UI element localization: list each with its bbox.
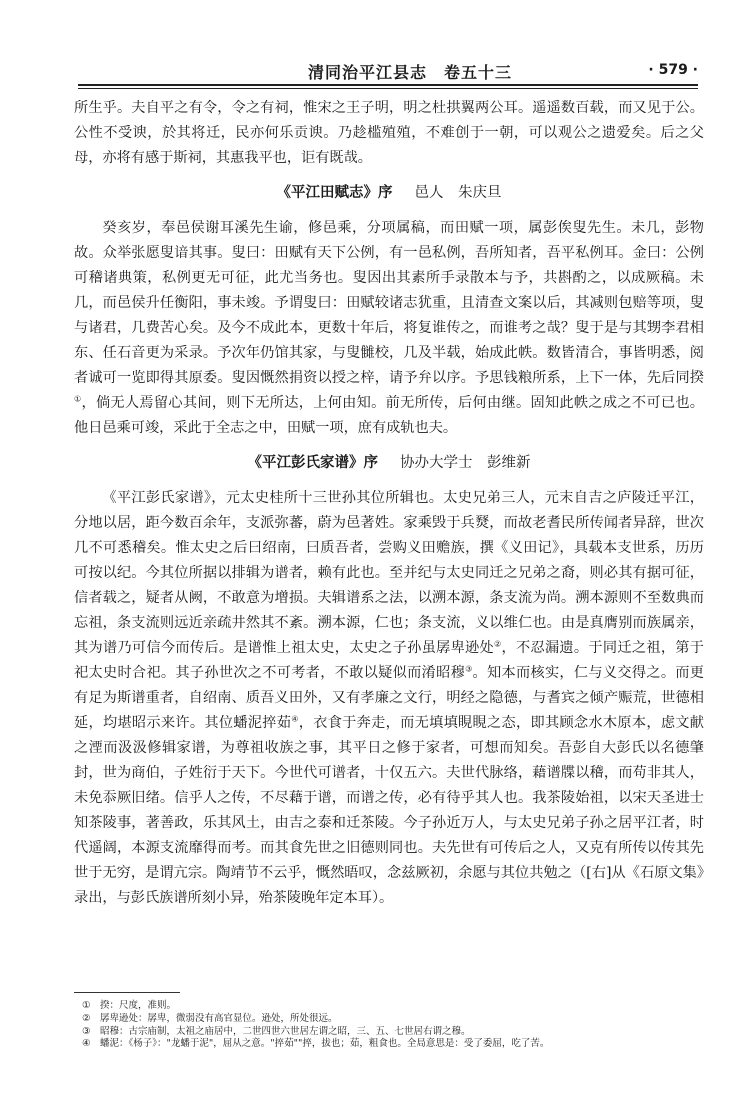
intro-paragraph: 所生乎。夫自平之有令，令之有祠，惟宋之王子明，明之杜拱翼两公耳。遥遥数百载，而又见于公。公性不受谀，於其将迁，民亦何乐贡谀。乃趁槛殖殖，不难创于一朝，可以观公之遗爱矣。后之父母，亦将有感于斯祠，其惠我平也，讵有既哉。 — [74, 100, 704, 166]
header-rule-thick — [78, 84, 698, 86]
footnote-text: 蟠泥：《杨子》："龙蟠于泥"，屈从之意。"捽茹""捽，拔也；茹，粗食也。全局意思是：受了委屈，吃了苦。 — [100, 1038, 550, 1050]
page-body — [74, 96, 704, 911]
footnote-mark: ③ — [82, 1025, 91, 1037]
footnote — [82, 1026, 702, 1039]
tianfu-text-tail: ，倘无人焉留心其间，则下无所达，上何由知。前无所传，后何由继。固知此帙之成之不可已也。他日邑乘可竣，采此于全志之中，田赋一项，庶有成轨也夫。 — [74, 395, 704, 436]
footnote-mark: ④ — [82, 1038, 91, 1050]
section-heading-pengshi — [74, 450, 704, 476]
section-title: 《平江田赋志》序 — [276, 184, 393, 201]
pengshi-text-3: 。知本而核实，仁与义交得之。而更有足为斯谱重者，自绍南、质吾义田外，又有孝廉之文行，明经之隐德，与耆宾之倾产赈荒，世德相延，均堪昭示来许。其位蟠泥捽茹 — [74, 665, 704, 731]
footnote-ref-2: ② — [494, 639, 502, 649]
footnote — [82, 1038, 702, 1051]
footnote-ref-4: ④ — [291, 714, 299, 724]
tianfu-text: 癸亥岁，奉邑侯谢耳溪先生谕，修邑乘，分项属稿，而田赋一项，属彭俟叟先生。未几，彭物故。众举张愿叟谙其事。叟曰：田赋有天下公例，有一邑私例，吾所知者，吾平私例耳。金曰：公例可稽诸典策，私例更无可征，此尤当务也。叟因出其素所手录散本与予，共斟酌之，以成厥稿。未几，而邑侯升任衡阳，事未竣。予谓叟曰：田赋较诸志犹重，且清查文案以后，其减则包赔等项，叟与诸君，几费苦心矣。及今不成此本，更数十年后，将复谁传之，而谁考之哉？叟于是与其甥李君相东、任石音更为采录。予次年仍馆其家，与叟雠校，几及半载，始成此帙。数皆清合，事皆明悉，阅者诚可一览即得其原委。叟因慨然捐资以授之梓，请予弁以序。予思钱粮所系，上下一体，先后同揆 — [74, 220, 704, 386]
footnote — [82, 1013, 702, 1026]
pengshi-text-4: ，衣食于奔走，而无填填睍睍之态，即其顾念水木原本，虑文献之湮而汲汲修辑家谱，为尊祖收族之事，其平日之修于家者，可想而知矣。吾彭自大彭氏以名德肇封，世为商伯，子姓衍于天下。今世代可谱者，十仅五六。夫世代脉络，藉谱牒以稽，而苟非其人，未免忝厥旧绪。信乎人之传，不尽藉于谱，而谱之传，必有待乎其人也。我茶陵始祖，以宋天圣进士知茶陵事，著善政，乐其风土，由吉之泰和迁茶陵。今子孙近万人，与太史兄弟子孙之居平江者，时代遥阔，本源支流靡得而考。而其食先世之旧德则同也。夫先世有可传后之人，又克有所传以传其先世于无穷，是谓亢宗。陶靖节不云乎，慨然晤叹，念兹厥初，余愿与其位共勉之（[右]从《石原文集》录出，与彭氏族谱所刻小异，殆茶陵晚年定本耳）。 — [74, 715, 704, 906]
footnote-text: 揆：尺度，准则。 — [100, 1000, 177, 1011]
footnote-divider — [74, 992, 180, 993]
section-heading-tianfu — [74, 180, 704, 206]
footnote-text: 昭穆：古宗庙制，太祖之庙居中，二世四世六世居左谓之昭，三、五、七世居右谓之穆。 — [100, 1025, 471, 1037]
section-author: 邑人 朱庆旦 — [414, 185, 502, 201]
footnote-ref-3: ③ — [465, 664, 473, 674]
book-title: 清同治平江县志 卷五十三 — [308, 63, 513, 82]
footnote-mark: ① — [82, 1000, 91, 1011]
pengshi-text-1: 《平江彭氏家谱》，元太史桂所十三世孙其位所辑也。太史兄弟三人，元末自吉之庐陵迁平江，分地以居，距今数百余年，支派弥蕃，蔚为邑著姓。家乘毁于兵燹，而故老耆民所传闻者异辞，世次几不可悉稽矣。惟太史之后曰绍南，曰质吾者，尝购义田赡族，撰《义田记》，具载本支世系，历历可按以纪。今其位所据以排辑为谱者，赖有此也。至并纪与太史同迁之兄弟之裔，则必其有据可征，信者载之，疑者从阙，不敢意为增损。夫辑谱系之法，以溯本源，条支流为尚。溯本源则不至数典而忘祖，条支流则远近亲疏井然其不紊。溯本源，仁也；条支流，义以维仁也。由是真膺别而族属亲，其为谱乃可信今而传后。是谱惟上祖太史，太史之子孙虽孱卑逊处 — [74, 490, 704, 656]
section-title: 《平江彭氏家谱》序 — [247, 454, 378, 471]
tianfu-paragraph — [74, 216, 704, 441]
header-rule-thin — [78, 88, 698, 89]
pengshi-text-2: ，不忍漏遗。于同迁之祖，第于祀太史时合祀。其子孙世次之不可考者，不敢以疑似而淆昭穆 — [74, 640, 704, 681]
footnote-ref-1: ① — [74, 394, 82, 404]
footnotes — [82, 1000, 702, 1051]
page-number: · 579 · — [648, 62, 698, 78]
footnote-text: 孱卑逊处：孱卑，微弱没有高官显位。逊处，所处很远。 — [100, 1012, 338, 1024]
footnote-mark: ② — [82, 1012, 91, 1024]
footnote — [82, 1000, 702, 1013]
section-author: 协办大学士 彭维新 — [400, 455, 531, 471]
pengshi-paragraph — [74, 486, 704, 911]
